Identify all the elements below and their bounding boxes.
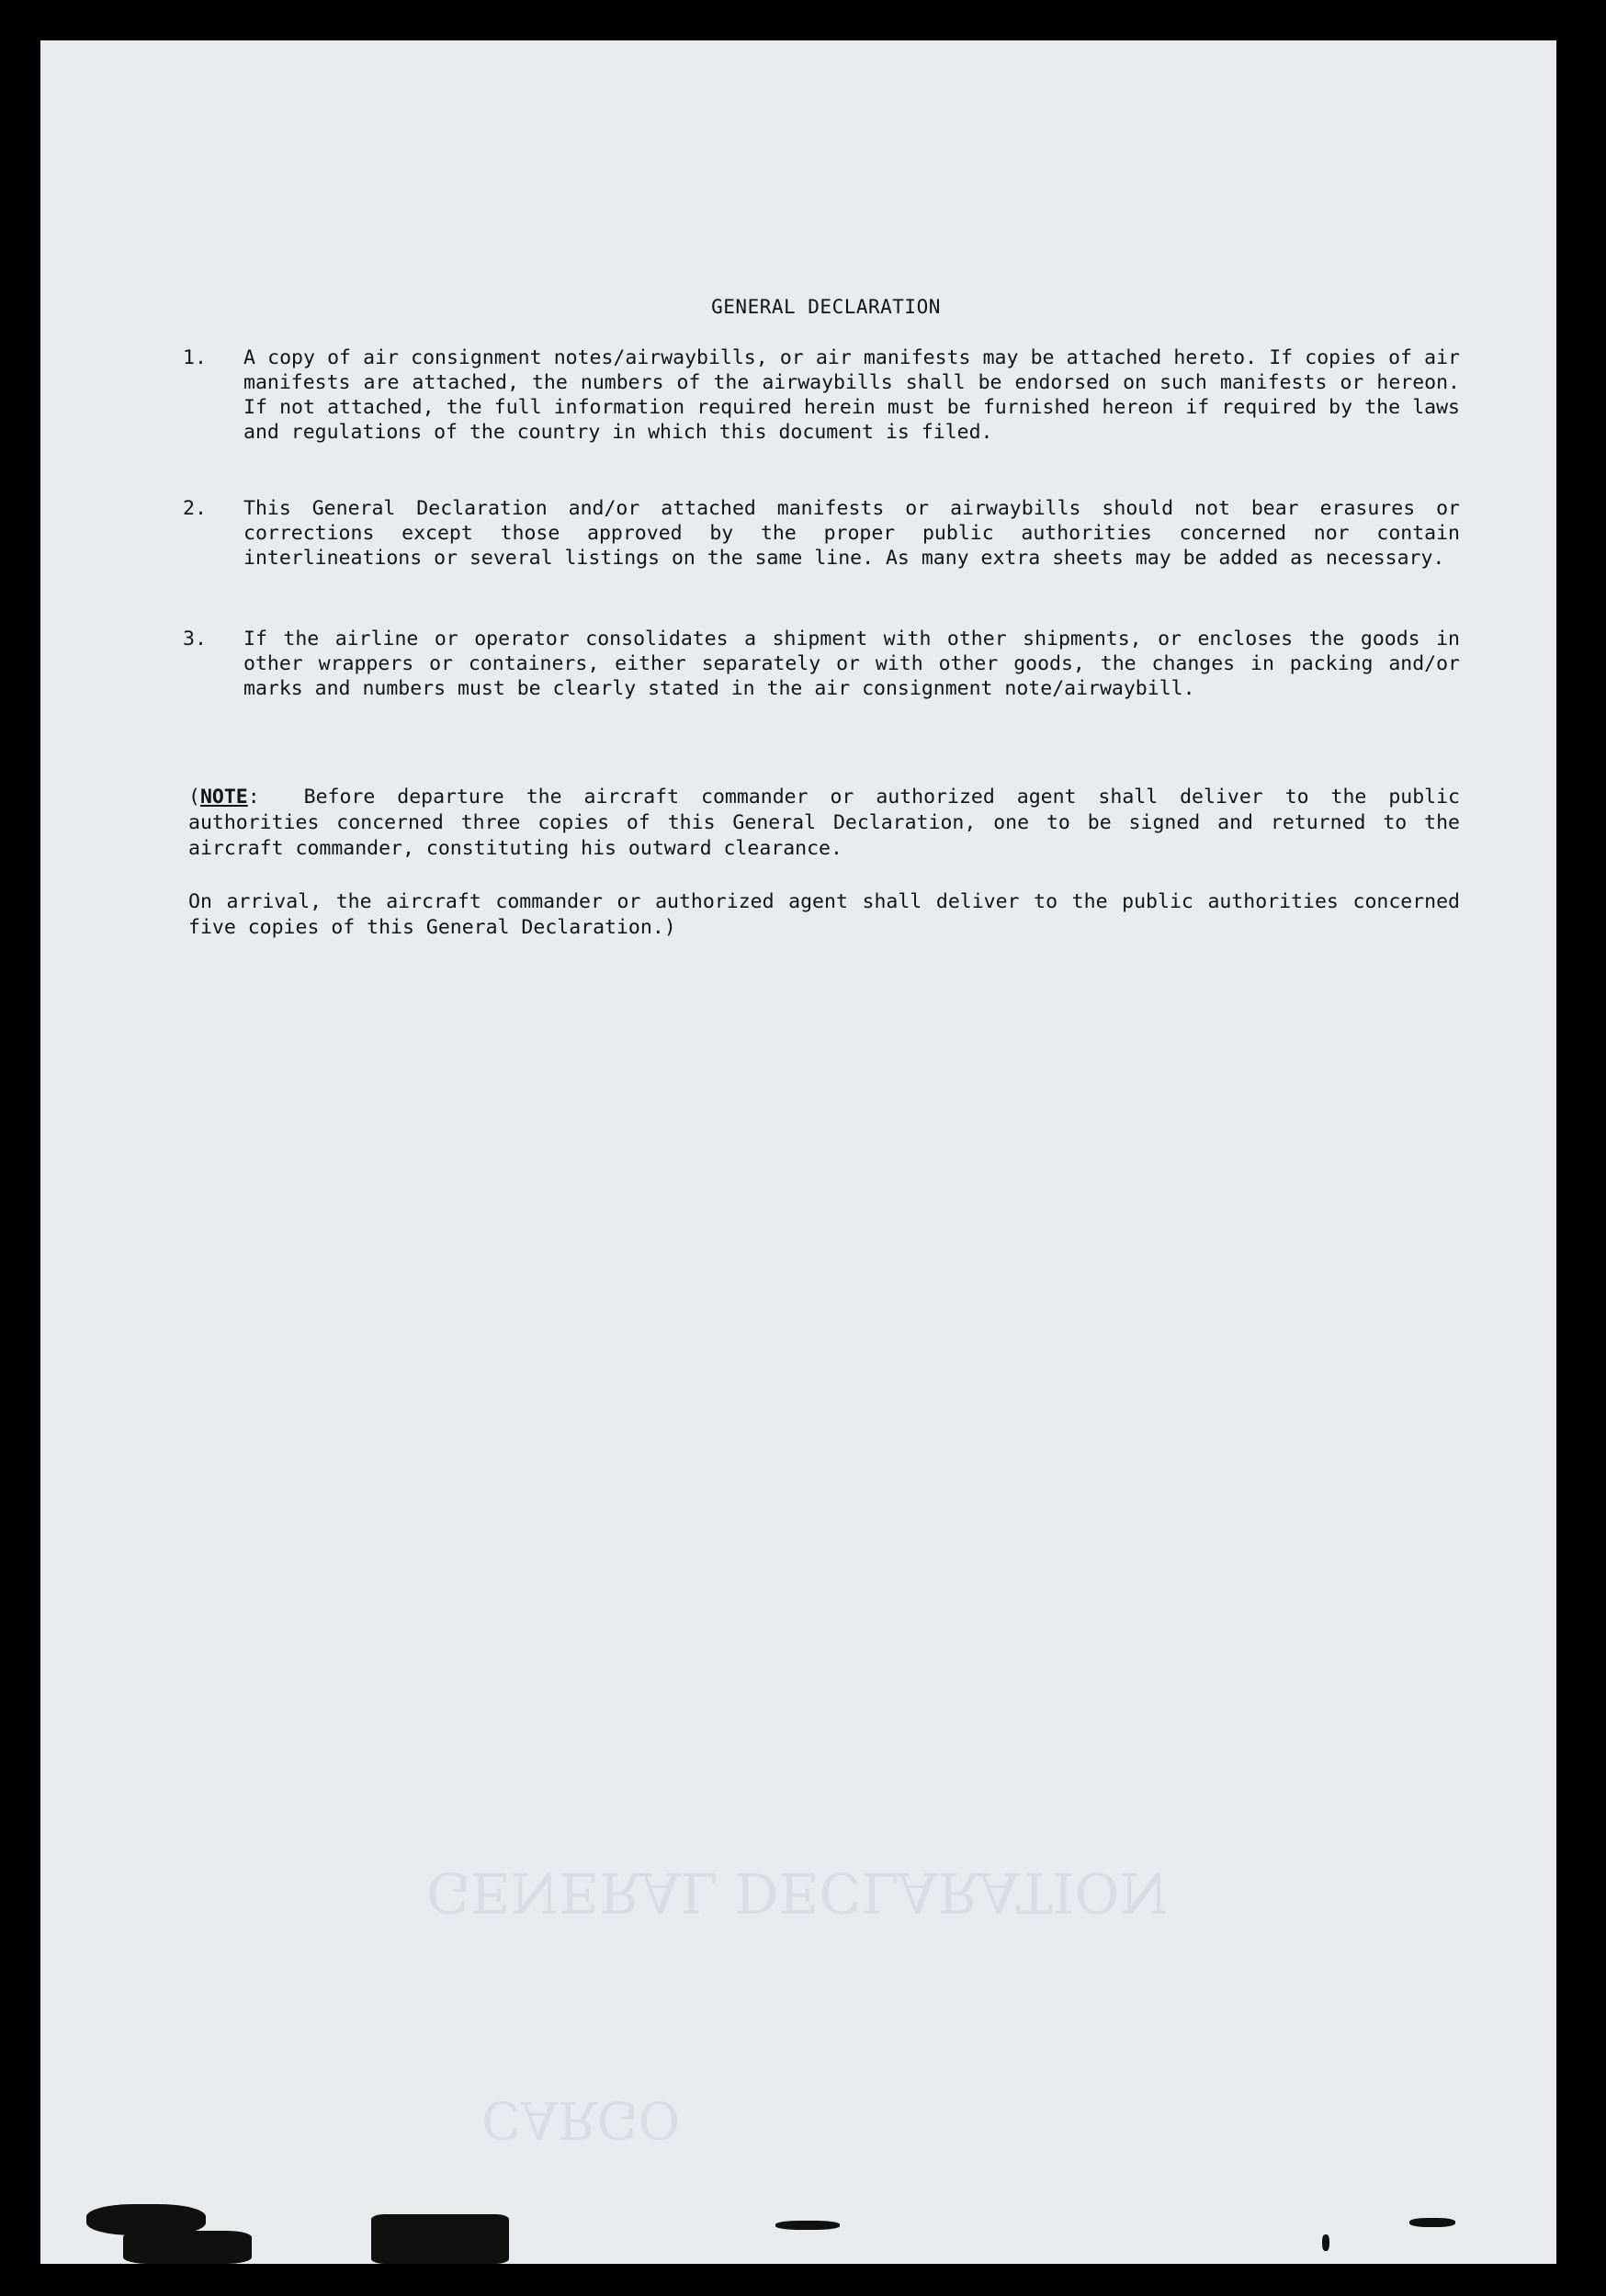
note-paragraph-arrival [188, 889, 1460, 941]
note-label: NOTE [199, 786, 248, 809]
item-text: If the airline or operator consolidates a shipment with other shipments, or encloses the goods in other wrappers or containers, either separately or with other goods, the changes in packing and/or marks and numbers must be clearly stated in the air consignment note/airwaybill. [243, 628, 1460, 700]
item-text: A copy of air consignment notes/airwaybills, or air manifests may be attached hereto. If copies of air manifests are attached, the numbers of the airwaybills shall be endorsed on such manifests or hereon. If not attached, the full information required herein must be furnished hereon if required by the laws and regulations of the country in which this document is filed. [243, 346, 1460, 444]
instruction-item-2 [183, 496, 1460, 595]
scan-artifact [123, 2231, 252, 2264]
instruction-item-3 [183, 627, 1460, 726]
item-number: 2. [183, 497, 207, 520]
instruction-item-1 [183, 345, 1460, 469]
document-title: GENERAL DECLARATION [711, 296, 941, 318]
scan-artifact [775, 2221, 840, 2230]
note-colon: : [247, 786, 260, 809]
note-open-paren: ( [188, 786, 200, 809]
item-text: This General Declaration and/or attached manifests or airwaybills should not bear erasures or corrections except those approved by the proper public authorities concerned nor contain interlineations or several listings on the same line. As many extra sheets may be added as necessary. [243, 497, 1460, 570]
bleed-through-shadow: CARGO [481, 2089, 681, 2149]
scan-artifact [1409, 2218, 1455, 2227]
bleed-through-shadow: GENERAL DECLARATION [426, 1860, 1169, 1924]
declaration-document [40, 40, 1556, 2264]
document-page [40, 40, 1556, 2264]
item-number: 3. [183, 628, 207, 650]
note-paragraph-departure [188, 785, 1460, 862]
note-departure-text: Before departure the aircraft commander or authorized agent shall deliver to the public authorities concerned three copies of this General Declaration, one to be signed and returned to the aircraft commander, constituting his outward clearance. [188, 786, 1461, 860]
note-arrival-text: On arrival, the aircraft commander or authorized agent shall deliver to the public authorities concerned five copies of this General Declaration.) [188, 890, 1460, 939]
scan-artifact [1322, 2234, 1329, 2251]
item-number: 1. [183, 346, 207, 369]
scan-artifact [371, 2214, 509, 2264]
